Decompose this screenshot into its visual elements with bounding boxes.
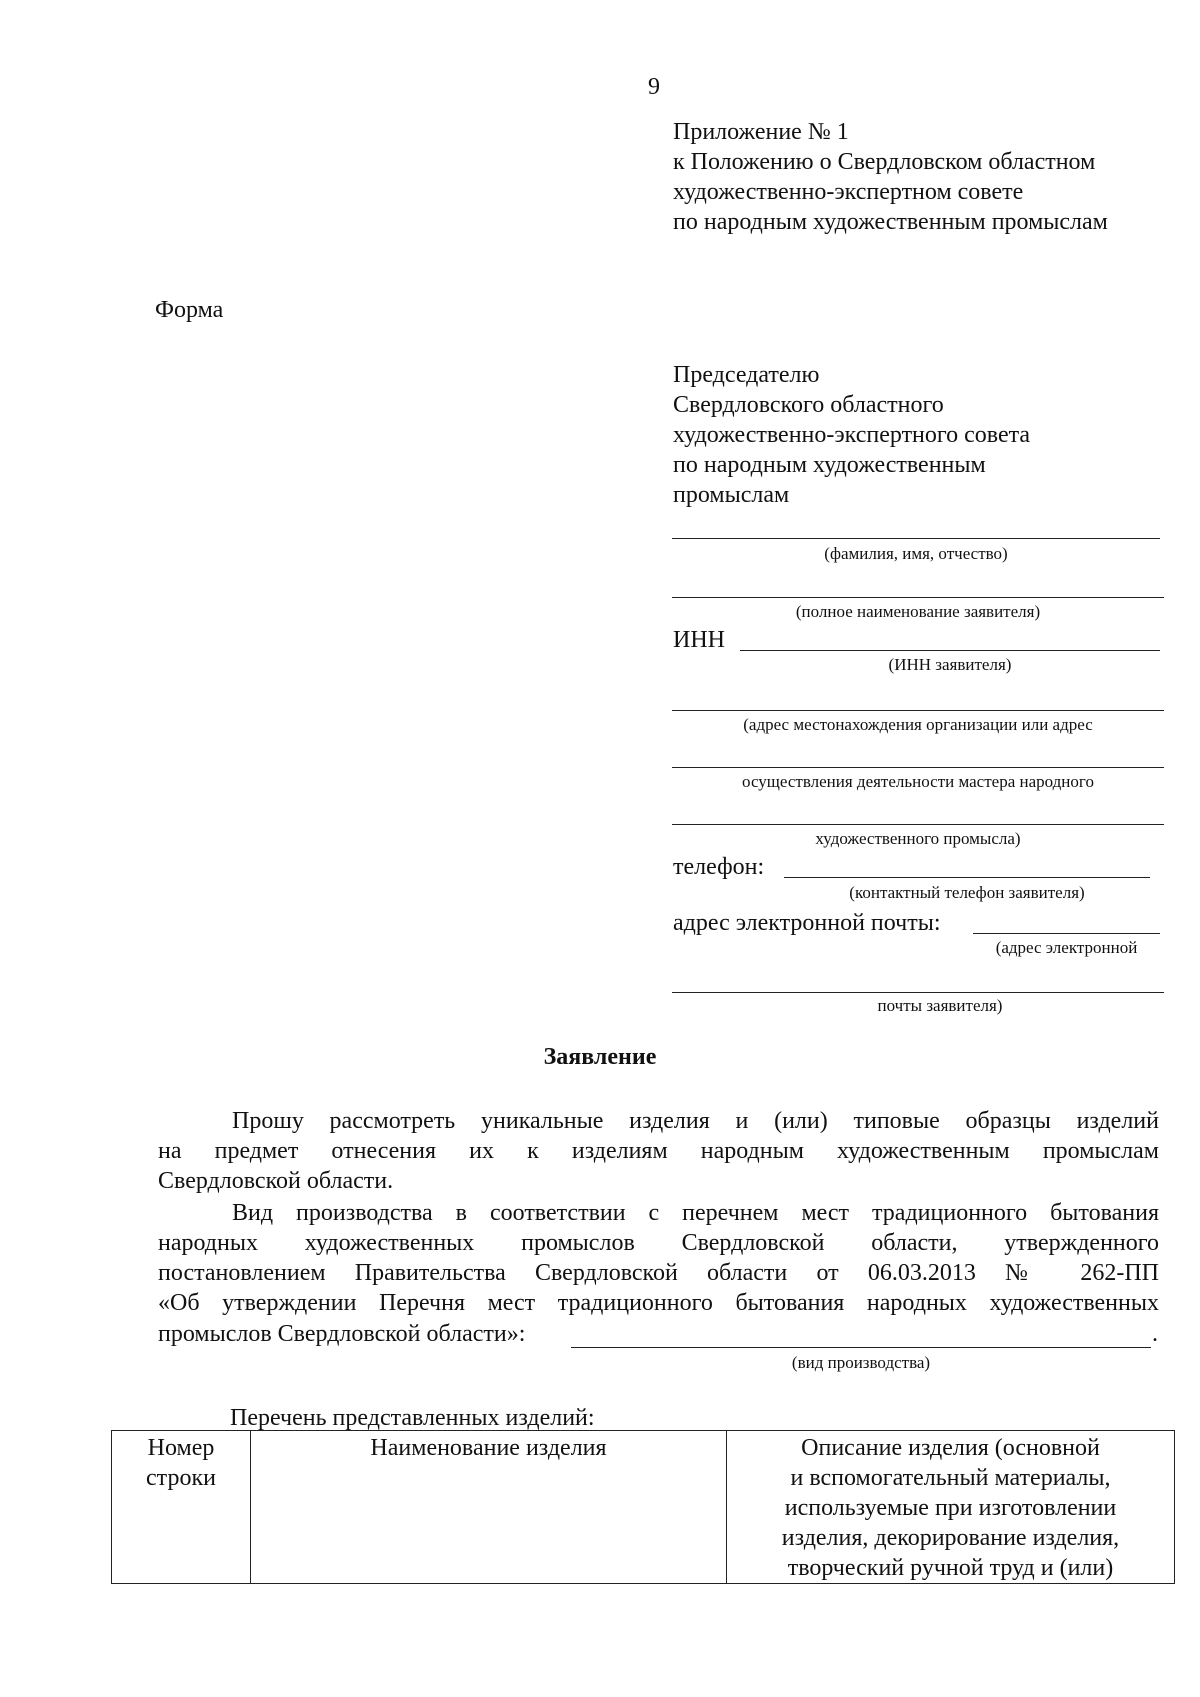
addressee-line: промыслам <box>673 482 790 508</box>
address-underline-2[interactable] <box>672 767 1164 768</box>
fio-underline[interactable] <box>672 538 1160 539</box>
column-header-item-description <box>727 1431 1175 1584</box>
page-number: 9 <box>648 74 660 100</box>
inn-underline[interactable] <box>740 650 1160 651</box>
paragraph-2-line: Вид производства в соответствии с перечнем мест традиционного бытования <box>232 1200 1159 1226</box>
address-underline-1[interactable] <box>672 710 1164 711</box>
addressee-line: Свердловского областного <box>673 392 944 418</box>
email-underline-1[interactable] <box>973 933 1160 934</box>
addressee-line: Председателю <box>673 362 820 388</box>
annex-line: к Положению о Свердловском областном <box>673 149 1096 175</box>
fio-caption: (фамилия, имя, отчество) <box>824 544 1008 563</box>
header-line: Наименование изделия <box>370 1435 607 1461</box>
annex-line: по народным художественным промыслам <box>673 209 1108 235</box>
header-line: Описание изделия (основной <box>801 1435 1100 1461</box>
email-caption-2: почты заявителя) <box>877 996 1003 1015</box>
paragraph-1-line: Прошу рассмотреть уникальные изделия и (или) типовые образцы изделий <box>232 1108 1159 1134</box>
header-line: Номер <box>147 1435 215 1461</box>
phone-caption: (контактный телефон заявителя) <box>849 883 1085 902</box>
column-header-row-number <box>112 1431 251 1584</box>
address-underline-3[interactable] <box>672 824 1164 825</box>
addressee-line: художественно-экспертного совета <box>673 422 1031 448</box>
applicant-caption: (полное наименование заявителя) <box>795 602 1041 621</box>
column-header-item-name <box>251 1431 727 1584</box>
addressee-line: по народным художественным <box>673 452 986 478</box>
email-caption-1: (адрес электронной <box>995 938 1138 957</box>
annex-line: художественно-экспертном совете <box>673 179 1024 205</box>
header-line: и вспомогательный материалы, <box>790 1465 1111 1491</box>
applicant-underline[interactable] <box>672 597 1164 598</box>
phone-underline[interactable] <box>784 877 1150 878</box>
address-caption-2: осуществления деятельности мастера народного <box>742 772 1094 791</box>
address-caption-1: (адрес местонахождения организации или адрес <box>743 715 1093 734</box>
table-header-row <box>112 1431 1175 1584</box>
annex-header <box>673 117 1108 237</box>
address-caption-3: художественного промысла) <box>815 829 1021 848</box>
trailing-period: . <box>1152 1321 1158 1347</box>
inn-caption: (ИНН заявителя) <box>888 655 1012 674</box>
inn-label: ИНН <box>673 627 725 653</box>
addressee-block <box>673 360 1030 510</box>
production-type-caption: (вид производства) <box>791 1353 931 1372</box>
paragraph-1-line: на предмет отнесения их к изделиям народным художественным промыслам <box>158 1138 1159 1164</box>
header-line: творческий ручной труд и (или) <box>787 1555 1114 1581</box>
paragraph-2-line: промыслов Свердловской области»: <box>158 1321 526 1347</box>
production-type-underline[interactable] <box>571 1347 1151 1348</box>
statement-title: Заявление <box>543 1044 657 1070</box>
items-table <box>111 1430 1147 1584</box>
email-underline-2[interactable] <box>672 992 1164 993</box>
annex-line: Приложение № 1 <box>673 119 849 145</box>
header-line: используемые при изготовлении <box>784 1495 1117 1521</box>
paragraph-1-line: Свердловской области. <box>158 1168 394 1194</box>
paragraph-2-line: постановлением Правительства Свердловской области от 06.03.2013 № 262-ПП <box>158 1260 1159 1286</box>
header-line: строки <box>146 1465 216 1491</box>
paragraph-2-line: народных художественных промыслов Свердловской области, утвержденного <box>158 1230 1159 1256</box>
phone-label: телефон: <box>673 854 765 880</box>
form-label: Форма <box>155 297 224 323</box>
header-line: изделия, декорирование изделия, <box>781 1525 1120 1551</box>
list-intro: Перечень представленных изделий: <box>230 1405 595 1431</box>
email-label: адрес электронной почты: <box>673 910 941 936</box>
paragraph-2-line: «Об утверждении Перечня мест традиционного бытования народных художественных <box>158 1290 1159 1316</box>
